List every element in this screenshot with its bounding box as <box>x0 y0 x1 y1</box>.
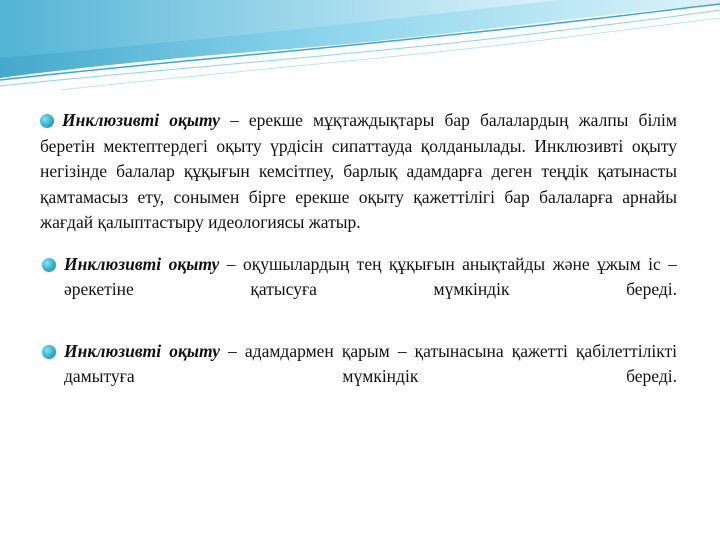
circle-bullet-icon <box>42 345 56 359</box>
definition-text: – адамдармен қарым – қатынасына қажетті қабілеттілікті дамытуға мүмкіндік береді. <box>64 340 677 386</box>
definition-text: – оқушылардың тең құқығын анықтайды және ұжым іс – әрекетіне қатысуға мүмкіндік береді. <box>64 253 677 299</box>
bullet-item-3 <box>40 339 677 390</box>
term-label: Инклюзивті оқыту <box>62 110 220 130</box>
circle-bullet-icon <box>40 114 54 128</box>
definition-text: – ерекше мұқтаждықтары бар балалардың жалпы білім беретін мектептердегі оқыту үрдісін сипаттауда қолданылады. Инклюзивті оқыту негізінде балалар құқығын кемсітпеу, барлық адамдарға деген теңдік қатынасты қамтамасыз ету, сонымен бірге ерекше оқыту қажеттілігі бар балаларға арнайы жағдай қалыптастыру идеологиясы жатыр. <box>40 110 677 232</box>
term-label: Инклюзивті оқыту <box>64 253 220 274</box>
slide-content <box>40 108 677 390</box>
circle-bullet-icon <box>42 258 56 272</box>
header-wave-decoration <box>0 0 720 90</box>
bullet-item-1 <box>40 108 677 236</box>
term-label: Инклюзивті оқыту <box>64 340 220 361</box>
bullet-item-2 <box>40 252 677 303</box>
